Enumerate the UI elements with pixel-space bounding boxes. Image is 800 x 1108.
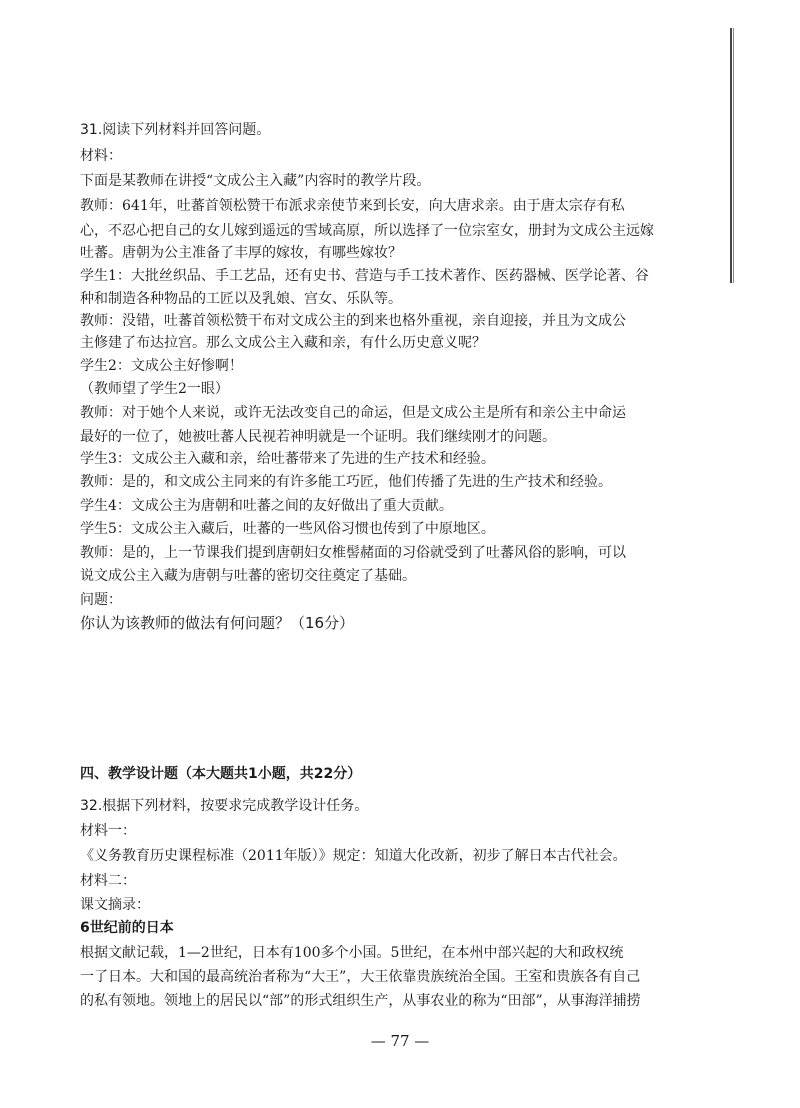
page-edge-line [730,28,732,283]
excerpt-line: 一了日本。大和国的最高统治者称为“大王”，大王依靠贵族统治全国。王室和贵族各有自己 [80,969,641,985]
excerpt-label: 课文摘录： [80,897,150,913]
q31-line: 学生2：文成公主好惨啊！ [80,358,243,374]
excerpt-line: 的私有领地。领地上的居民以“部”的形式组织生产，从事农业的称为“田部”，从事海洋捕捞 [80,993,641,1009]
q32-title: 32.根据下列材料，按要求完成教学设计任务。 [80,798,369,814]
q31-line: 最好的一位了，她被吐蕃人民视若神明就是一个证明。我们继续刚才的问题。 [80,429,556,445]
page-number: — 77 — [370,1032,430,1050]
q31-line: 说文成公主入藏为唐朝与吐蕃的密切交往奠定了基础。 [80,568,416,584]
material2-label: 材料二： [80,873,136,889]
q31-line: 下面是某教师在讲授“文成公主入藏”内容时的教学片段。 [80,173,431,189]
q31-question: 你认为该教师的做法有何问题？（16分） [80,614,355,632]
q31-line: 教师：是的，上一节课我们提到唐朝妇女椎髻赭面的习俗就受到了吐蕃风俗的影响，可以 [80,545,626,561]
material1-label: 材料一： [80,823,136,839]
q31-line: 吐蕃。唐朝为公主准备了丰厚的嫁妆，有哪些嫁妆？ [80,245,402,261]
q31-line: 学生5：文成公主入藏后，吐蕃的一些风俗习惯也传到了中原地区。 [80,521,495,537]
q31-line: 学生4：文成公主为唐朝和吐蕃之间的友好做出了重大贡献。 [80,498,453,514]
q31-line: 教师：没错，吐蕃首领松赞干布对文成公主的到来也格外重视，亲自迎接，并且为文成公 [80,313,626,329]
q31-line: 教师：641年，吐蕃首领松赞干布派求亲使节来到长安，向大唐求亲。由于唐太宗存有私 [80,198,625,214]
q31-line: 心，不忍心把自己的女儿嫁到遥远的雪域高原，所以选择了一位宗室女，册封为文成公主远嫁 [80,223,654,239]
page-edge-line-inner [733,28,734,283]
q31-line: 种和制造各种物品的工匠以及乳娘、宫女、乐队等。 [80,291,402,307]
q31-line: 学生3：文成公主入藏和亲，给吐蕃带来了先进的生产技术和经验。 [80,451,495,467]
excerpt-title: 6世纪前的日本 [80,920,174,936]
section4-heading: 四、教学设计题（本大题共1小题，共22分） [80,766,362,782]
excerpt-line: 根据文献记载，1—2世纪，日本有100多个小国。5世纪，在本州中部兴起的大和政权统 [80,945,624,961]
q31-line: 教师：对于她个人来说，或许无法改变自己的命运，但是文成公主是所有和亲公主中命运 [80,405,626,421]
q31-line: （教师望了学生2一眼） [80,381,229,397]
q31-material-label: 材料： [80,148,122,164]
q31-line: 教师：是的，和文成公主同来的有许多能工巧匠，他们传播了先进的生产技术和经验。 [80,474,612,490]
q31-question-label: 问题： [80,592,122,608]
material1-text: 《义务教育历史课程标准（2011年版）》规定：知道大化改新，初步了解日本古代社会。 [80,848,627,864]
q31-line: 主修建了布达拉宫。那么文成公主入藏和亲，有什么历史意义呢？ [80,335,486,351]
q31-title: 31.阅读下列材料并回答问题。 [80,122,271,138]
q31-line: 学生1：大批丝织品、手工艺品，还有史书、营造与手工技术著作、医药器械、医学论著、谷 [80,268,649,284]
